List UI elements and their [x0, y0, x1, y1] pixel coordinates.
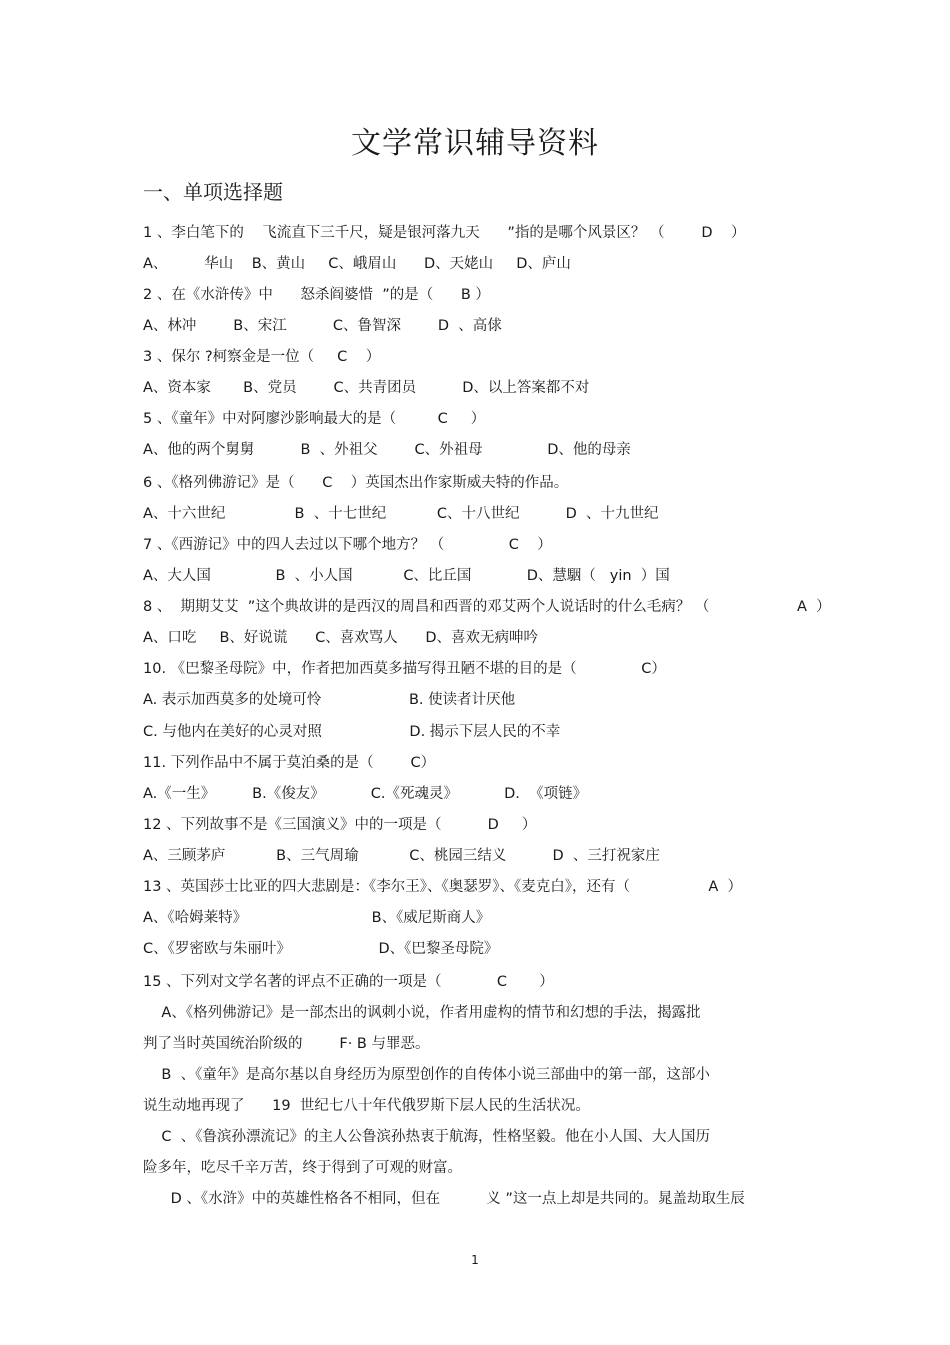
- option-line: A.《一生》 B.《俊友》 C.《死魂灵》 D. 《项链》: [143, 786, 588, 802]
- paragraph-line: 判了当时英国统治阶级的 F· B 与罪恶。: [143, 1036, 430, 1052]
- question-line: 10. 《巴黎圣母院》中，作者把加西莫多描写得丑陋不堪的目的是（ C）: [143, 661, 666, 677]
- page-number: 1: [471, 1253, 479, 1267]
- paragraph-line: D 、《水浒》中的英雄性格各不相同，但在 义 ”这一点上却是共同的。晁盖劫取生辰: [143, 1191, 745, 1207]
- question-line: 8 、 期期艾艾 ”这个典故讲的是西汉的周昌和西晋的邓艾两个人说话时的什么毛病？ （ A ）: [143, 599, 831, 615]
- question-line: 2 、在《水浒传》中 怒杀阎婆惜 ”的是（ B ）: [143, 287, 490, 303]
- question-line: 3 、保尔 ?柯察金是一位（ C ）: [143, 349, 381, 365]
- question-line: 1 、李白笔下的 飞流直下三千尺，疑是银河落九天 ”指的是哪个风景区？ （ D ）: [143, 225, 746, 241]
- paragraph-line: 说生动地再现了 19 世纪七八十年代俄罗斯下层人民的生活状况。: [143, 1098, 590, 1114]
- question-line: 7 、《西游记》中的四人去过以下哪个地方？ （ C ）: [143, 537, 552, 553]
- question-line: 12 、下列故事不是《三国演义》中的一项是（ D ）: [143, 817, 537, 833]
- question-line: 5 、《童年》中对阿廖沙影响最大的是（ C ）: [143, 411, 486, 427]
- option-paragraph-c: [143, 1122, 783, 1184]
- section-heading: 一、单项选择题: [143, 180, 283, 204]
- option-paragraph-a: [143, 998, 783, 1060]
- paragraph-line: A、《格列佛游记》是一部杰出的讽刺小说，作者用虚构的情节和幻想的手法，揭露批: [143, 1005, 701, 1021]
- question-line: 11. 下列作品中不属于莫泊桑的是（ C）: [143, 755, 436, 771]
- option-line: A、林冲 B、宋江 C、鲁智深 D 、高俅: [143, 318, 502, 334]
- option-paragraph-b: [143, 1060, 783, 1122]
- option-line: A、 华山 B、黄山 C、峨眉山 D、天姥山 D、庐山: [143, 256, 571, 272]
- option-line: A、他的两个舅舅 B 、外祖父 C、外祖母 D、他的母亲: [143, 442, 631, 458]
- option-line: A、三顾茅庐 B、三气周瑜 C、桃园三结义 D 、三打祝家庄: [143, 848, 660, 864]
- option-line: C. 与他内在美好的心灵对照 D. 揭示下层人民的不幸: [143, 724, 561, 740]
- question-line: 15 、下列对文学名著的评点不正确的一项是（ C ）: [143, 974, 554, 990]
- paragraph-line: B 、《童年》是高尔基以自身经历为原型创作的自传体小说三部曲中的第一部，这部小: [143, 1067, 710, 1083]
- option-line: A、十六世纪 B 、十七世纪 C、十八世纪 D 、十九世纪: [143, 506, 659, 522]
- question-line: 13 、英国莎士比亚的四大悲剧是：《李尔王》、《奥瑟罗》、《麦克白》，还有（ A ）: [143, 879, 743, 895]
- option-line: A、资本家 B、党员 C、共青团员 D、以上答案都不对: [143, 380, 590, 396]
- paragraph-line: C 、《鲁滨孙漂流记》的主人公鲁滨孙热衷于航海，性格坚毅。他在小人国、大人国历: [143, 1129, 711, 1145]
- option-line: A、《哈姆莱特》 B、《威尼斯商人》: [143, 910, 491, 926]
- document-title: 文学常识辅导资料: [351, 126, 599, 161]
- option-line: C、《罗密欧与朱丽叶》 D、《巴黎圣母院》: [143, 941, 499, 957]
- paragraph-line: 险多年，吃尽千辛万苦，终于得到了可观的财富。: [143, 1160, 462, 1176]
- option-line: A、大人国 B 、小人国 C、比丘国 D、慧駰（ yin ）国: [143, 568, 670, 584]
- option-paragraph-d: [143, 1184, 783, 1215]
- question-line: 6 、《格列佛游记》是（ C ）英国杰出作家斯威夫特的作品。: [143, 475, 569, 491]
- option-line: A. 表示加西莫多的处境可怜 B. 使读者计厌他: [143, 692, 516, 708]
- option-line: A、口吃 B、好说谎 C、喜欢骂人 D、喜欢无病呻吟: [143, 630, 539, 646]
